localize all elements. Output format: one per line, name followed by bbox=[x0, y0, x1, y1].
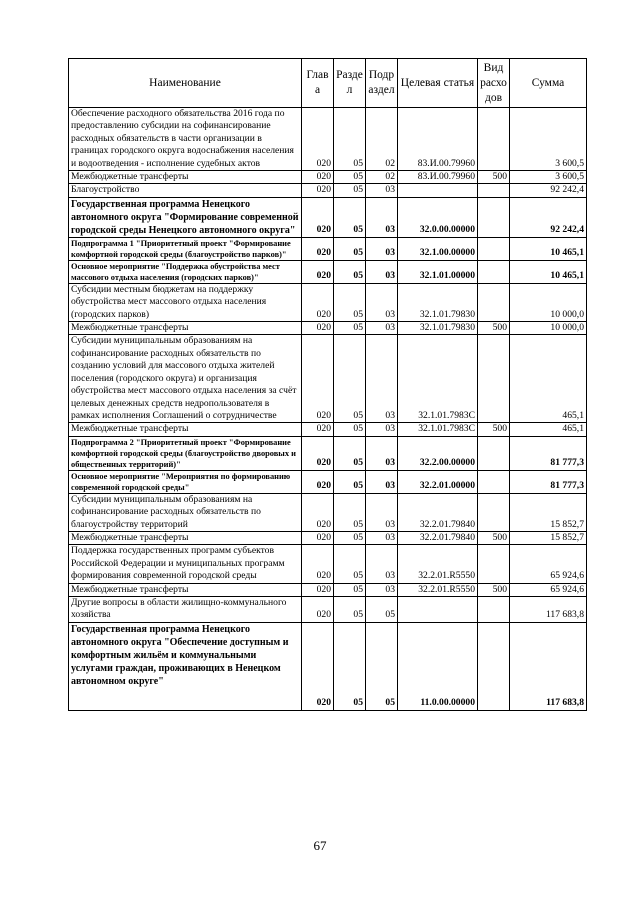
row-podrazdel: 02 bbox=[366, 108, 398, 171]
row-podrazdel: 03 bbox=[366, 335, 398, 423]
header-vid: Вид расхо дов bbox=[478, 59, 510, 108]
row-podrazdel: 03 bbox=[366, 531, 398, 544]
row-sum: 81 777,3 bbox=[510, 436, 587, 470]
row-sum: 15 852,7 bbox=[510, 493, 587, 531]
row-target: 32.2.01.79840 bbox=[398, 531, 478, 544]
row-target bbox=[398, 596, 478, 622]
row-razdel: 05 bbox=[334, 184, 366, 197]
row-sum: 3 600,5 bbox=[510, 108, 587, 171]
row-razdel: 05 bbox=[334, 470, 366, 493]
row-name: Основное мероприятие "Мероприятия по формированию современной городской среды" bbox=[69, 470, 302, 493]
budget-table bbox=[68, 58, 587, 711]
table-row bbox=[69, 197, 587, 237]
row-podrazdel: 02 bbox=[366, 171, 398, 184]
row-name: Субсидии местным бюджетам на поддержку обустройства мест массового отдыха населения (городских парков) bbox=[69, 283, 302, 321]
row-glava: 020 bbox=[302, 260, 334, 283]
row-sum: 10 000,0 bbox=[510, 322, 587, 335]
row-glava: 020 bbox=[302, 335, 334, 423]
row-podrazdel: 03 bbox=[366, 583, 398, 596]
table-row bbox=[69, 531, 587, 544]
row-glava: 020 bbox=[302, 470, 334, 493]
row-glava: 020 bbox=[302, 237, 334, 260]
row-podrazdel: 03 bbox=[366, 260, 398, 283]
row-sum: 117 683,8 bbox=[510, 596, 587, 622]
row-glava: 020 bbox=[302, 493, 334, 531]
header-podrazdel: Подр аздел bbox=[366, 59, 398, 108]
row-glava: 020 bbox=[302, 545, 334, 583]
row-name: Межбюджетные трансферты bbox=[69, 171, 302, 184]
row-vid: 500 bbox=[478, 171, 510, 184]
table-row bbox=[69, 260, 587, 283]
row-sum: 3 600,5 bbox=[510, 171, 587, 184]
page-number: 67 bbox=[313, 838, 327, 853]
table-row bbox=[69, 184, 587, 197]
row-name: Поддержка государственных программ субъектов Российской Федерации и муниципальных программ формирования современной городской среды bbox=[69, 545, 302, 583]
row-target: 83.И.00.79960 bbox=[398, 108, 478, 171]
row-name: Межбюджетные трансферты bbox=[69, 322, 302, 335]
row-glava: 020 bbox=[302, 108, 334, 171]
row-target: 32.1.01.79830 bbox=[398, 283, 478, 321]
row-podrazdel: 05 bbox=[366, 622, 398, 710]
row-podrazdel: 03 bbox=[366, 470, 398, 493]
row-sum: 92 242,4 bbox=[510, 197, 587, 237]
row-podrazdel: 03 bbox=[366, 283, 398, 321]
row-podrazdel: 03 bbox=[366, 237, 398, 260]
row-target: 32.2.01.R5550 bbox=[398, 583, 478, 596]
row-name: Государственная программа Ненецкого автономного округа "Формирование современной городской среды Ненецкого автономного округа" bbox=[69, 197, 302, 237]
row-sum: 15 852,7 bbox=[510, 531, 587, 544]
row-target: 32.1.01.7983С bbox=[398, 423, 478, 436]
row-glava: 020 bbox=[302, 197, 334, 237]
row-podrazdel: 03 bbox=[366, 423, 398, 436]
table-row bbox=[69, 283, 587, 321]
row-razdel: 05 bbox=[334, 322, 366, 335]
row-name: Межбюджетные трансферты bbox=[69, 531, 302, 544]
row-name: Другие вопросы в области жилищно-коммунального хозяйства bbox=[69, 596, 302, 622]
row-vid bbox=[478, 260, 510, 283]
row-sum: 65 924,6 bbox=[510, 583, 587, 596]
row-target: 83.И.00.79960 bbox=[398, 171, 478, 184]
row-sum: 465,1 bbox=[510, 423, 587, 436]
row-vid bbox=[478, 436, 510, 470]
row-sum: 465,1 bbox=[510, 335, 587, 423]
row-razdel: 05 bbox=[334, 335, 366, 423]
row-sum: 10 465,1 bbox=[510, 237, 587, 260]
row-razdel: 05 bbox=[334, 596, 366, 622]
row-sum: 81 777,3 bbox=[510, 470, 587, 493]
row-razdel: 05 bbox=[334, 283, 366, 321]
row-vid bbox=[478, 197, 510, 237]
row-target: 32.1.00.00000 bbox=[398, 237, 478, 260]
table-row bbox=[69, 335, 587, 423]
row-razdel: 05 bbox=[334, 197, 366, 237]
row-name: Межбюджетные трансферты bbox=[69, 583, 302, 596]
row-sum: 65 924,6 bbox=[510, 545, 587, 583]
table-row bbox=[69, 423, 587, 436]
row-name: Межбюджетные трансферты bbox=[69, 423, 302, 436]
table-row bbox=[69, 436, 587, 470]
row-vid bbox=[478, 237, 510, 260]
row-razdel: 05 bbox=[334, 171, 366, 184]
row-razdel: 05 bbox=[334, 423, 366, 436]
header-target: Целевая статья bbox=[398, 59, 478, 108]
row-name: Благоустройство bbox=[69, 184, 302, 197]
row-razdel: 05 bbox=[334, 545, 366, 583]
row-razdel: 05 bbox=[334, 583, 366, 596]
row-vid bbox=[478, 545, 510, 583]
row-vid bbox=[478, 108, 510, 171]
row-podrazdel: 03 bbox=[366, 322, 398, 335]
row-razdel: 05 bbox=[334, 260, 366, 283]
table-row bbox=[69, 108, 587, 171]
row-podrazdel: 03 bbox=[366, 184, 398, 197]
row-sum: 117 683,8 bbox=[510, 622, 587, 710]
row-target bbox=[398, 184, 478, 197]
row-glava: 020 bbox=[302, 184, 334, 197]
row-glava: 020 bbox=[302, 531, 334, 544]
row-vid: 500 bbox=[478, 531, 510, 544]
row-podrazdel: 05 bbox=[366, 596, 398, 622]
row-name: Субсидии муниципальным образованиям на софинансирование расходных обязательств по благоустройству территорий bbox=[69, 493, 302, 531]
row-podrazdel: 03 bbox=[366, 197, 398, 237]
row-glava: 020 bbox=[302, 596, 334, 622]
table-row bbox=[69, 545, 587, 583]
row-target: 32.1.01.7983С bbox=[398, 335, 478, 423]
row-razdel: 05 bbox=[334, 493, 366, 531]
row-name: Подпрограмма 2 "Приоритетный проект "Формирование комфортной городской среды (благоустройство дворовых и общественных территорий)" bbox=[69, 436, 302, 470]
table-row bbox=[69, 237, 587, 260]
table-row bbox=[69, 622, 587, 710]
row-name: Субсидии муниципальным образованиям на софинансирование расходных обязательств по созданию условий для массового отдыха жителей поселения (городского округа) и организация обустройства мест массового отдыха населения за счёт целевых денежных средств недропользователя в рамках исполнения Соглашений о сотрудничестве bbox=[69, 335, 302, 423]
row-target: 11.0.00.00000 bbox=[398, 622, 478, 710]
row-glava: 020 bbox=[302, 583, 334, 596]
row-target: 32.0.00.00000 bbox=[398, 197, 478, 237]
row-vid bbox=[478, 493, 510, 531]
row-podrazdel: 03 bbox=[366, 493, 398, 531]
table-row bbox=[69, 583, 587, 596]
row-target: 32.2.00.00000 bbox=[398, 436, 478, 470]
row-razdel: 05 bbox=[334, 531, 366, 544]
row-sum: 10 000,0 bbox=[510, 283, 587, 321]
row-target: 32.1.01.00000 bbox=[398, 260, 478, 283]
row-razdel: 05 bbox=[334, 237, 366, 260]
header-sum: Сумма bbox=[510, 59, 587, 108]
row-vid: 500 bbox=[478, 322, 510, 335]
table-row bbox=[69, 470, 587, 493]
row-vid bbox=[478, 470, 510, 493]
row-glava: 020 bbox=[302, 423, 334, 436]
row-vid: 500 bbox=[478, 423, 510, 436]
row-vid bbox=[478, 622, 510, 710]
row-glava: 020 bbox=[302, 436, 334, 470]
row-name: Государственная программа Ненецкого автономного округа "Обеспечение доступным и комфортным жильём и коммунальными услугами граждан, проживающих в Ненецком автономном округе" bbox=[69, 622, 302, 710]
row-vid bbox=[478, 596, 510, 622]
row-podrazdel: 03 bbox=[366, 436, 398, 470]
row-vid bbox=[478, 184, 510, 197]
table-row bbox=[69, 493, 587, 531]
row-target: 32.2.01.79840 bbox=[398, 493, 478, 531]
row-glava: 020 bbox=[302, 622, 334, 710]
row-razdel: 05 bbox=[334, 436, 366, 470]
table-row bbox=[69, 322, 587, 335]
row-name: Основное мероприятие "Поддержка обустройства мест массового отдыха населения (городских парков)" bbox=[69, 260, 302, 283]
row-glava: 020 bbox=[302, 283, 334, 321]
row-target: 32.2.01.R5550 bbox=[398, 545, 478, 583]
row-target: 32.2.01.00000 bbox=[398, 470, 478, 493]
row-vid: 500 bbox=[478, 583, 510, 596]
row-name: Подпрограмма 1 "Приоритетный проект "Формирование комфортной городской среды (благоустройство парков)" bbox=[69, 237, 302, 260]
row-target: 32.1.01.79830 bbox=[398, 322, 478, 335]
row-glava: 020 bbox=[302, 171, 334, 184]
header-razdel: Разде л bbox=[334, 59, 366, 108]
row-razdel: 05 bbox=[334, 622, 366, 710]
header-glava: Глав а bbox=[302, 59, 334, 108]
row-vid bbox=[478, 335, 510, 423]
table-row bbox=[69, 171, 587, 184]
row-razdel: 05 bbox=[334, 108, 366, 171]
row-glava: 020 bbox=[302, 322, 334, 335]
row-name: Обеспечение расходного обязательства 2016 года по предоставлению субсидии на софинансирование расходных обязательств в части организации в границах городского округа водоснабжения населения и водоотведения - исполнение судебных актов bbox=[69, 108, 302, 171]
row-podrazdel: 03 bbox=[366, 545, 398, 583]
header-name: Наименование bbox=[69, 59, 302, 108]
table-header-row bbox=[69, 59, 587, 108]
row-vid bbox=[478, 283, 510, 321]
row-sum: 10 465,1 bbox=[510, 260, 587, 283]
row-sum: 92 242,4 bbox=[510, 184, 587, 197]
table-row bbox=[69, 596, 587, 622]
